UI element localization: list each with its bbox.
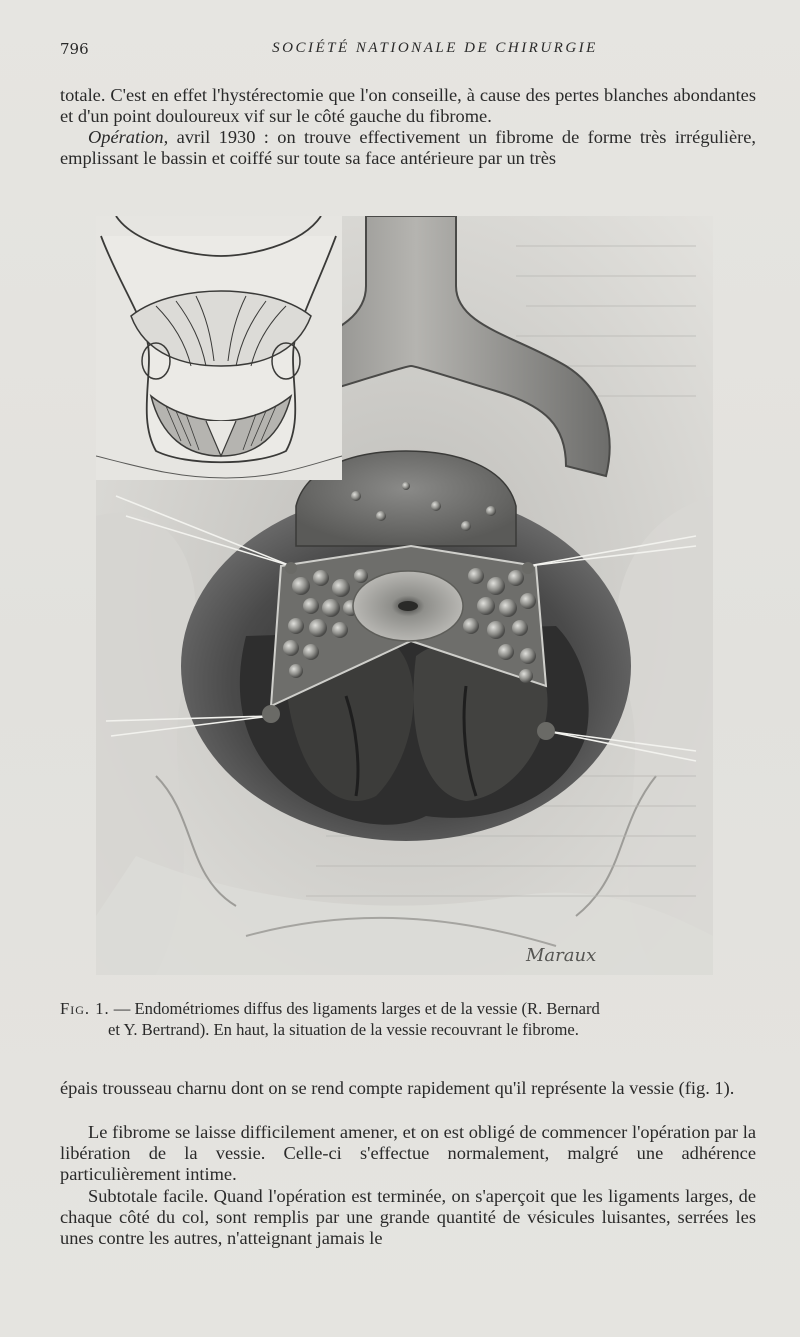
inset-drawing bbox=[96, 216, 342, 480]
figure-1-illustration bbox=[96, 216, 713, 975]
operation-text: avril 1930 : on trouve effectivement un fibrome de forme très irrégulière, emplissant le bassin et coiffé sur toute sa face antérieure par un très bbox=[60, 127, 756, 168]
running-title: SOCIÉTÉ NATIONALE DE CHIRURGIE bbox=[272, 40, 598, 56]
page-number: 796 bbox=[60, 40, 89, 58]
paragraph-top-1: totale. C'est en effet l'hystérectomie que l'on conseille, à cause des pertes blanches abondantes et d'un point douloureux vif sur le côté gauche du fibrome. bbox=[60, 85, 756, 126]
surgical-illustration bbox=[96, 216, 713, 975]
paragraph-top-2 bbox=[60, 127, 756, 169]
caption-line-2: et Y. Bertrand). En haut, la situation de la vessie recouvrant le fibrome. bbox=[108, 1020, 579, 1039]
caption-line-1: — Endométriomes diffus des ligaments larges et de la vessie (R. Bernard bbox=[109, 999, 600, 1018]
paragraph-bottom-2: Le fibrome se laisse difficilement amener, et on est obligé de commencer l'opération par la libération de la vessie. Celle-ci s'effectue normalement, malgré une adhérence particulièrement intime. bbox=[60, 1122, 756, 1184]
artist-signature: Maraux bbox=[526, 945, 597, 966]
paragraph-bottom-3: Subtotale facile. Quand l'opération est terminée, on s'aperçoit que les ligaments larges, de chaque côté du col, sont remplis par une grande quantité de vésicules luisantes, serrées les unes contre les autres, n'atteignant jamais le bbox=[60, 1186, 756, 1248]
caption-label: Fig. 1. bbox=[60, 999, 110, 1018]
figure-caption bbox=[60, 998, 756, 1040]
running-head bbox=[60, 40, 756, 60]
operation-label: Opération, bbox=[88, 127, 169, 147]
paragraph-bottom-1: épais trousseau charnu dont on se rend compte rapidement qu'il représente la vessie (fig. 1). bbox=[60, 1078, 735, 1098]
